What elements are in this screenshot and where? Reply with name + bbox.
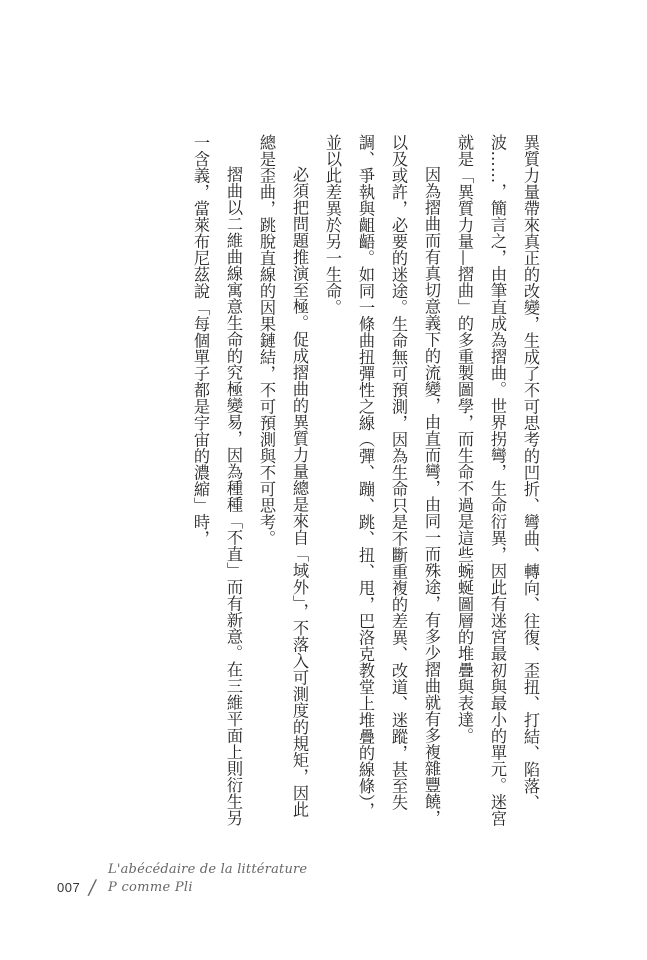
vertical-text-body (184, 134, 547, 834)
footer-separator: / (86, 875, 98, 899)
paragraph-2: 因為摺曲而有真切意義下的流變，由直而彎，由同一而殊途，有多少摺曲就有多複雜豐饒，以及或許，必要的迷途。生命無可預測，因為生命只是不斷重複的差異、改道、迷蹤，甚至失調、爭執與齟齬。如同一條曲扭彈性之線（彈、蹦、跳、扭、甩，巴洛克教堂上堆疊的線條），並以此差異於另一生命。 (323, 134, 441, 827)
paragraph-3: 必須把問題推演至極。促成摺曲的異質力量總是來自「域外」，不落入可測度的規矩，因此總是歪曲，跳脫直線的因果鏈結，不可預測與不可思考。 (257, 134, 309, 819)
paragraph-1: 異質力量帶來真正的改變，生成了不可思考的凹折、彎曲、轉向、往復、歪扭、打結、陷落、波……，簡言之，由筆直成為摺曲。世界拐彎，生命衍異，因此有迷宮最初與最小的單元。迷宮就是「異質力量—摺曲」的多重製圖學，而生命不過是這些蜿蜒圖層的堆疊與表達。 (455, 134, 540, 827)
page-number: 007 (57, 880, 81, 895)
paragraph-4: 摺曲以二維曲線寓意生命的究極變易，因為種種「不直」而有新意。在三維平面上則衍生另一含義，當萊布尼茲說「每個單子都是宇宙的濃縮」時， (191, 134, 243, 827)
chapter-title: P comme Pli (108, 880, 193, 895)
book-title: L'abécédaire de la littérature (108, 862, 308, 877)
